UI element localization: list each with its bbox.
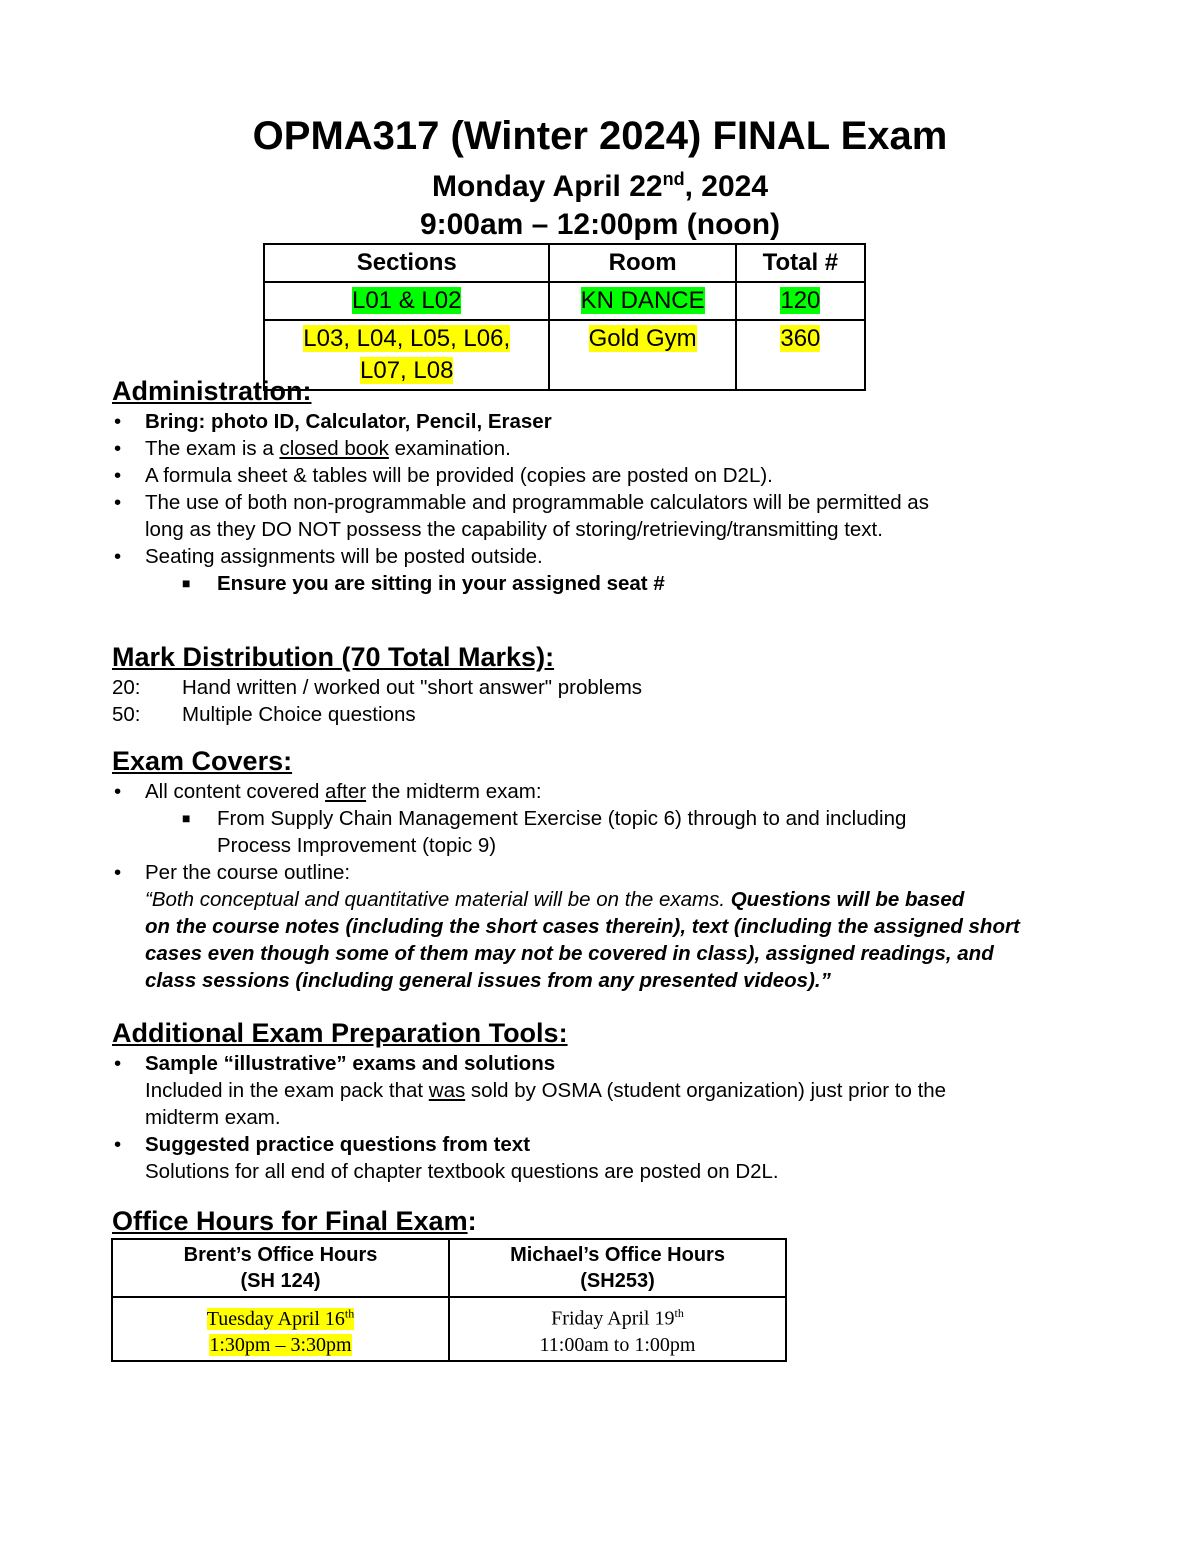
calc-line1: The use of both non-programmable and programmable calculators will be permitted as [145,491,929,514]
title-block [0,112,1200,244]
quote-line-4: class sessions (including general issues from any presented videos).” [145,969,831,992]
quote-part-1-bold: Questions will be based [730,888,965,911]
list-item [112,1050,1092,1131]
closed-book-underlined: closed book [279,437,389,460]
sample-post: sold by OSMA (student organization) just prior to the [465,1079,947,1102]
bullet-icon: • [114,780,122,803]
cell-total [736,282,865,320]
administration-list [112,408,1092,570]
marks-section [112,640,1092,728]
outline-item: Per the course outline: [145,861,351,884]
list-item [112,570,1092,597]
brent-header [112,1239,449,1297]
administration-section [112,374,1092,597]
michael-time: 11:00am to 1:00pm [539,1333,696,1356]
michael-day-suffix: th [674,1306,684,1320]
content-pre: All content covered [145,780,326,803]
bullet-icon: • [114,545,122,568]
list-item [112,859,1092,994]
seating-item: Seating assignments will be posted outside. [145,545,543,568]
seating-sublist [112,570,1092,597]
total-value: 120 [780,287,821,314]
room-table-header [264,244,865,282]
col-sections: Sections [264,244,549,282]
mark-text: Multiple Choice questions [182,703,416,726]
bullet-icon: • [114,1052,122,1075]
exam-date-main: Monday April 22 [431,170,663,203]
bullet-icon: • [114,1133,122,1156]
office-heading-colon: : [467,1206,477,1236]
exam-date-suffix: nd [662,169,685,189]
sample-was-underlined: was [428,1079,466,1102]
exam-date-year: , 2024 [684,170,769,203]
closed-pre: The exam is a [145,437,280,460]
closed-post: examination. [388,437,511,460]
covers-list [112,778,1092,805]
seat-sub-item: Ensure you are sitting in your assigned seat # [217,572,665,595]
list-item [112,462,1092,489]
tools-section [112,1016,1092,1185]
sections-value-line2: L07, L08 [360,357,454,384]
col-room: Room [549,244,735,282]
quote-part-1: “Both conceptual and quantitative material will be on the exams. [145,888,731,911]
covers-heading: Exam Covers: [112,746,293,776]
col-total: Total # [736,244,865,282]
mark-row [112,674,1092,701]
bring-item: Bring: photo ID, Calculator, Pencil, Eraser [145,410,552,433]
brent-day-suffix: th [344,1306,355,1320]
quote-line-2: on the course notes (including the short cases therein), text (including the assigned short [145,915,1020,938]
list-item [112,408,1092,435]
page-title: OPMA317 (Winter 2024) FINAL Exam [252,114,948,158]
covers-section [112,744,1092,994]
brent-hours [112,1297,449,1361]
sample-title: Sample “illustrative” exams and solutions [145,1052,556,1075]
office-heading [112,1204,1092,1238]
mark-text: Hand written / worked out "short answer" problems [182,676,643,699]
bullet-icon: • [114,861,122,884]
topics-line1: From Supply Chain Management Exercise (topic 6) through to and including [217,807,907,830]
formula-item: A formula sheet & tables will be provided (copies are posted on D2L). [145,464,773,487]
office-section [112,1204,1092,1238]
bullet-icon: • [114,464,122,487]
covers-sublist [112,805,1092,859]
room-value: Gold Gym [588,325,697,352]
cell-sections [264,282,549,320]
practice-title: Suggested practice questions from text [145,1133,531,1156]
office-heading-text: Office Hours for Final Exam [112,1206,468,1236]
list-item [112,1131,1092,1185]
marks-heading: Mark Distribution (70 Total Marks): [112,642,555,672]
content-after-underlined: after [325,780,367,803]
room-value: KN DANCE [580,287,705,314]
tools-heading: Additional Exam Preparation Tools: [112,1018,568,1048]
michael-day-text: Friday April 19 [551,1307,675,1330]
exam-date [0,160,1200,206]
square-bullet-icon: ■ [182,575,191,591]
table-row [112,1297,786,1361]
topics-line2: Process Improvement (topic 9) [217,834,497,857]
michael-room: (SH253) [580,1270,655,1292]
list-item [112,778,1092,805]
mark-num: 50: [112,703,141,726]
brent-day [207,1308,355,1330]
sections-value-line1: L03, L04, L05, L06, [303,325,511,352]
practice-text: Solutions for all end of chapter textbook questions are posted on D2L. [145,1160,779,1183]
sections-value: L01 & L02 [352,287,462,314]
table-row [264,282,865,320]
list-item [112,543,1092,570]
tools-list [112,1050,1092,1185]
calc-line2: long as they DO NOT possess the capability of storing/retrieving/transmitting text. [145,518,883,541]
total-value: 360 [780,325,821,352]
outline-list [112,859,1092,994]
administration-heading: Administration: [112,376,312,406]
sample-pre: Included in the exam pack that [145,1079,429,1102]
office-hours-table [111,1238,787,1362]
room-table [263,243,866,391]
brent-room: (SH 124) [240,1270,321,1292]
square-bullet-icon: ■ [182,810,191,826]
office-hours-header [112,1239,786,1297]
bullet-icon: • [114,491,122,514]
list-item [112,489,1092,543]
brent-day-text: Tuesday April 16 [206,1307,345,1330]
content-post: the midterm exam: [366,780,542,803]
mark-num: 20: [112,676,141,699]
list-item [112,805,1092,859]
michael-header [449,1239,786,1297]
quote-line-3: cases even though some of them may not be covered in class), assigned readings, and [145,942,994,965]
mark-row [112,701,1092,728]
bullet-icon: • [114,410,122,433]
cell-room [549,282,735,320]
brent-title: Brent’s Office Hours [183,1244,378,1266]
sample-line2: midterm exam. [145,1106,281,1129]
michael-hours [449,1297,786,1361]
michael-title: Michael’s Office Hours [510,1244,725,1266]
bullet-icon: • [114,437,122,460]
brent-time: 1:30pm – 3:30pm [209,1333,352,1356]
exam-time: 9:00am – 12:00pm (noon) [419,208,781,241]
list-item [112,435,1092,462]
